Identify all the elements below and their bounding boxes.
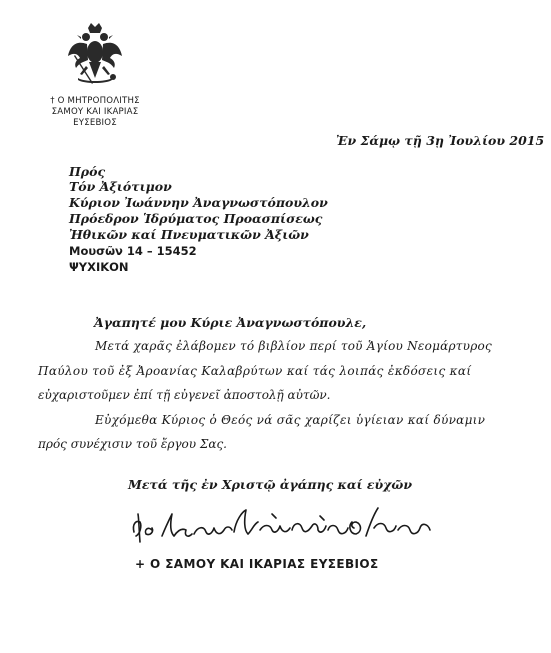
recipient-city: ΨΥΧΙΚΟΝ (69, 260, 129, 274)
closing-line: Μετά τῆς ἐν Χριστῷ ἀγάπης καί εὐχῶν (128, 477, 412, 492)
body-paragraph-1-line-3: εὐχαριστοῦμεν ἐπί τῇ εὐγενεῖ ἀποστολῇ αὐτῶν. (38, 388, 331, 402)
letter-date: Ἐν Σάμῳ τῇ 3ῃ Ἰουλίου 2015 (336, 133, 545, 148)
letterhead-name: ΕΥΣΕΒΙΟΣ (73, 118, 117, 128)
recipient-organization: Ἠθικῶν καί Πνευματικῶν Ἀξιῶν (69, 227, 309, 242)
handwritten-signature (130, 500, 435, 548)
letterhead (40, 96, 150, 129)
recipient-to: Πρός (69, 164, 106, 179)
letterhead-title: † Ο ΜΗΤΡΟΠΟΛΙΤΗΣ (50, 96, 140, 106)
body-paragraph-1-line-1: Μετά χαρᾶς ἐλάβομεν τό βιβλίον περί τοῦ Ἁγίου Νεομάρτυρος (95, 339, 492, 353)
body-paragraph-1-line-2: Παύλου τοῦ ἐξ Ἀροανίας Καλαβρύτων καί τάς λοιπάς ἐκδόσεις καί (38, 364, 472, 378)
body-paragraph-2-line-1: Εὐχόμεθα Κύριος ὁ Θεός νά σᾶς χαρίζει ὑγίειαν καί δύναμιν (95, 413, 486, 427)
recipient-street: Μουσῶν 14 – 15452 (69, 244, 197, 258)
recipient-name: Κύριον Ἰωάννην Ἀναγνωστόπουλον (69, 195, 328, 210)
double-headed-eagle-emblem (66, 22, 124, 86)
salutation: Ἀγαπητέ μου Κύριε Ἀναγνωστόπουλε, (94, 315, 367, 330)
signer-name: + Ο ΣΑΜΟΥ ΚΑΙ ΙΚΑΡΙΑΣ ΕΥΣΕΒΙΟΣ (135, 557, 379, 571)
recipient-title: Πρόεδρον Ἱδρύματος Προασπίσεως (69, 211, 323, 226)
body-paragraph-2-line-2: πρός συνέχισιν τοῦ ἔργου Σας. (38, 437, 227, 451)
letterhead-see: ΣΑΜΟΥ ΚΑΙ ΙΚΑΡΙΑΣ (51, 107, 139, 117)
recipient-honorific: Τόν Ἀξιότιμον (69, 179, 172, 194)
signature-text (130, 500, 146, 501)
